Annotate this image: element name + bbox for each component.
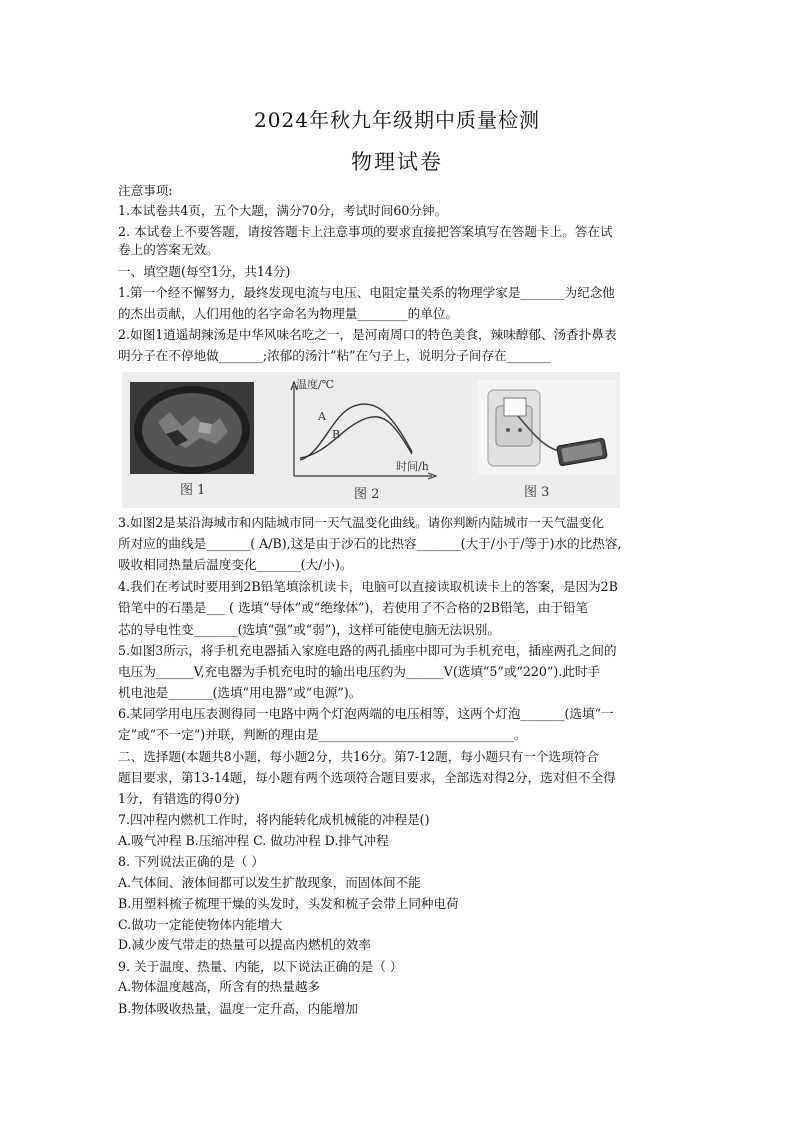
text-line: 题目要求，第13-14题，每小题有两个选项符合题目要求，全部选对得2分，选对但不全得 bbox=[118, 770, 616, 785]
text-line: 一、填空题(每空1分，共14分) bbox=[118, 264, 291, 279]
text-line: 2.如图1逍遥胡辣汤是中华风味名吃之一，是河南周口的特色美食，辣味醇郁、汤香扑鼻表 bbox=[118, 327, 617, 342]
text-line: A.气体间、液体间都可以发生扩散现象，而固体间不能 bbox=[118, 875, 421, 890]
text-line: 电压为______V,充电器为手机充电时的输出电压约为______V(选填“5”或“220”).此时手 bbox=[118, 664, 601, 679]
text-line: 的杰出贡献，人们用他的名字命名为物理量________的单位。 bbox=[118, 306, 459, 321]
text-line: 卷上的答案无效。 bbox=[118, 242, 219, 257]
text-line: 二、选择题(本题共8小题，每小题2分，共16分。第7-12题，每小题只有一个选项符合 bbox=[118, 749, 599, 764]
text-line: D.减少废气带走的热量可以提高内燃机的效率 bbox=[118, 937, 371, 952]
text-line: 8. 下列说法正确的是（ ） bbox=[118, 854, 264, 869]
exam-title: 2024年秋九年级期中质量检测 bbox=[254, 108, 540, 132]
curve-a-label: A bbox=[318, 410, 326, 423]
curve-b-label: B bbox=[332, 428, 341, 441]
text-line: 1.第一个经不懈努力，最终发现电流与电压、电阻定量关系的物理学家是_______为纪念他 bbox=[118, 285, 615, 300]
text-line: 7.四冲程内燃机工作时，将内能转化成机械能的冲程是() bbox=[118, 812, 430, 827]
figure-2-ylabel: 温度/℃ bbox=[296, 378, 335, 391]
curve-b bbox=[300, 417, 412, 458]
figure-1-caption: 图 1 bbox=[180, 483, 206, 498]
text-line: 定”或“不一定”)并联，判断的理由是_______________________________。 bbox=[118, 727, 527, 742]
text-line: 3.如图2是某沿海城市和内陆城市同一天气温变化曲线。请你判断内陆城市一天气温变化 bbox=[118, 515, 604, 530]
text-line: C.做功一定能使物体内能增大 bbox=[118, 917, 283, 932]
text-line: 所对应的曲线是_______( A/B),这是由于沙石的比热容_______(大于/小于/等于)水的比热容, bbox=[118, 536, 622, 551]
text-line: 9. 关于温度、热量、内能，以下说法正确的是（ ） bbox=[118, 959, 403, 974]
text-line: B.物体吸收热量，温度一定升高，内能增加 bbox=[118, 1001, 358, 1016]
figure-strip bbox=[122, 372, 620, 508]
text-line: A.吸气冲程 B.压缩冲程 C. 做功冲程 D.排气冲程 bbox=[118, 833, 389, 848]
text-line: 1.本试卷共4页，五个大题，满分70分，考试时间60分钟。 bbox=[118, 203, 448, 218]
text-line: A.物体温度越高，所含有的热量越多 bbox=[118, 979, 321, 994]
text-line: 机电池是_______(选填“用电器”或“电源”)。 bbox=[118, 685, 362, 700]
figure-3 bbox=[478, 380, 616, 502]
text-line: 注意事项: bbox=[118, 183, 173, 198]
text-line: 明分子在不停地做_______;浓郁的汤汁“粘”在勺子上，说明分子间存在_______ bbox=[118, 348, 551, 363]
text-line: B.用塑料梳子梳理干燥的头发时，头发和梳子会带上同种电荷 bbox=[118, 896, 459, 911]
figure-2-xlabel: 时间/h bbox=[396, 460, 429, 473]
text-line: 芯的导电性变_______(选填“强”或“弱”)，这样可能使电脑无法识别。 bbox=[118, 622, 500, 637]
figure-2-caption: 图 2 bbox=[354, 487, 380, 502]
figure-1 bbox=[130, 382, 254, 500]
text-line: 6.某同学用电压表测得同一电路中两个灯泡两端的电压相等，这两个灯泡_______(选填“一 bbox=[118, 706, 614, 721]
exam-subtitle: 物理试卷 bbox=[351, 150, 443, 174]
text-line: 2. 本试卷上不要答题，请按答题卡上注意事项的要求直接把答案填写在答题卡上。答在试 bbox=[118, 224, 613, 239]
text-line: 铅笔中的石墨是___ ( 选填“导体”或“绝缘体”)，若使用了不合格的2B铅笔，由于铅笔 bbox=[118, 600, 589, 615]
text-line: 5.如图3所示，将手机充电器插入家庭电路的两孔插座中即可为手机充电，插座两孔之间的 bbox=[118, 643, 617, 658]
text-line: 1分，有错选的得0分) bbox=[118, 791, 240, 806]
figure-2 bbox=[282, 374, 452, 504]
text-line: 吸收相同热量后温度变化_______(大/小)。 bbox=[118, 557, 353, 572]
text-line: 4.我们在考试时要用到2B铅笔填涂机读卡，电脑可以直接读取机读卡上的答案，是因为2B bbox=[118, 579, 618, 594]
figure-3-caption: 图 3 bbox=[524, 485, 550, 500]
